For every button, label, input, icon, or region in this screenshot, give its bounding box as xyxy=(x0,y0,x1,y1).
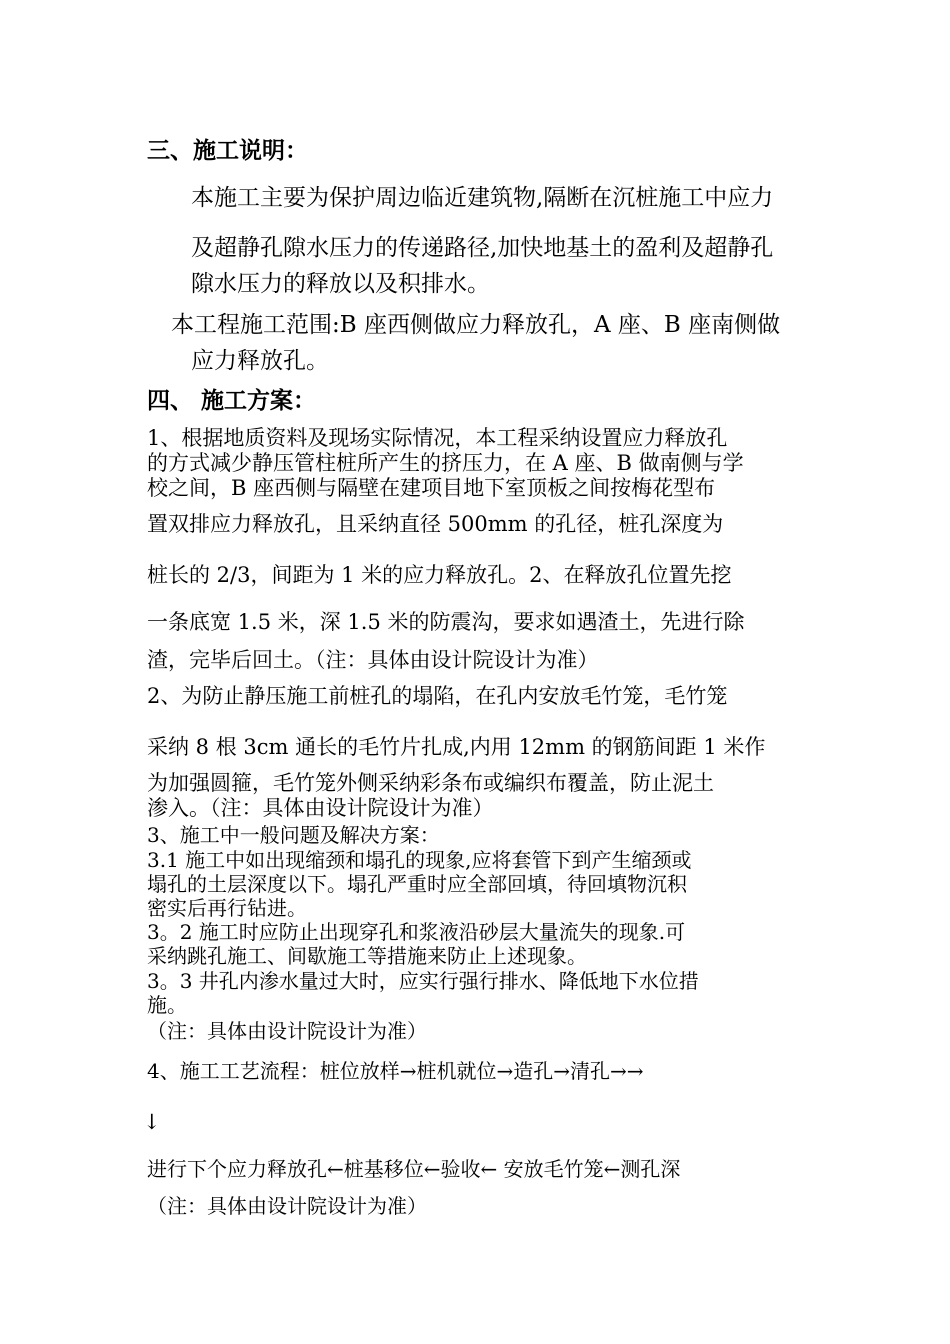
section-4-line: 的方式减少静压管柱桩所产生的挤压力，在 A 座、B 做南侧与学 xyxy=(147,451,744,475)
section-4-line: 1、根据地质资料及现场实际情况，本工程采纳设置应力释放孔 xyxy=(147,426,728,450)
section-4-line: 为加强圆箍，毛竹笼外侧采纳彩条布或编织布覆盖，防止泥土 xyxy=(147,771,714,795)
section-4-line: 密实后再行钻进。 xyxy=(147,896,307,920)
section-4-line: 渣，完毕后回土。（注：具体由设计院设计为准） xyxy=(147,648,599,672)
section-3-line: 隙水压力的释放以及积排水。 xyxy=(191,271,490,297)
section-4-line: （注：具体由设计院设计为准） xyxy=(147,1194,427,1218)
section-4-line: 采纳跳孔施工、间歇施工等措施来防止上述现象。 xyxy=(147,944,587,968)
section-4-line: 校之间，B 座西侧与隔壁在建项目地下室顶板之间按梅花型布 xyxy=(147,476,716,500)
section-4-line: 置双排应力释放孔，且采纳直径 500mm 的孔径，桩孔深度为 xyxy=(147,512,724,536)
section-3-line: 及超静孔隙水压力的传递路径,加快地基土的盈利及超静孔 xyxy=(191,235,774,261)
section-4-line: 3、施工中一般问题及解决方案： xyxy=(147,823,440,847)
section-4-line: 一条底宽 1.5 米，深 1.5 米的防震沟，要求如遇渣土，先进行除 xyxy=(147,610,745,634)
section-4-line: 3。3 井孔内渗水量过大时，应实行强行排水、降低地下水位措 xyxy=(147,969,699,993)
section-4-line: 2、为防止静压施工前桩孔的塌陷，在孔内安放毛竹笼，毛竹笼 xyxy=(147,684,728,708)
section-4-line: 施。 xyxy=(147,993,187,1017)
section-4-line: 3。2 施工时应防止出现穿孔和浆液沿砂层大量流失的现象.可 xyxy=(147,920,686,944)
section-3-heading: 三、施工说明： xyxy=(147,137,308,164)
section-4-line: 采纳 8 根 3cm 通长的毛竹片扎成,内用 12mm 的钢筋间距 1 米作 xyxy=(147,735,766,759)
section-4-line: 渗入。（注：具体由设计院设计为准） xyxy=(147,796,494,820)
section-3-line: 本施工主要为保护周边临近建筑物,隔断在沉桩施工中应力 xyxy=(191,185,774,211)
section-4-line: 4、施工工艺流程：桩位放样→桩机就位→造孔→清孔→→ xyxy=(147,1059,644,1083)
section-4-line: （注：具体由设计院设计为准） xyxy=(147,1019,427,1043)
section-4-line: 进行下个应力释放孔←桩基移位←验收← 安放毛竹笼←测孔深 xyxy=(147,1157,681,1181)
section-4-line: 3.1 施工中如出现缩颈和塌孔的现象,应将套管下到产生缩颈或 xyxy=(147,848,692,872)
flow-down-arrow: ↓ xyxy=(143,1110,161,1134)
section-4-heading: 四、 施工方案： xyxy=(147,387,317,414)
section-4-line: 桩长的 2/3，间距为 1 米的应力释放孔。2、在释放孔位置先挖 xyxy=(147,563,732,587)
section-3-line: 本工程施工范围:B 座西侧做应力释放孔，A 座、B 座南侧做 xyxy=(171,312,781,338)
section-3-line: 应力释放孔。 xyxy=(191,348,329,374)
section-4-line: 塌孔的土层深度以下。塌孔严重时应全部回填，待回填物沉积 xyxy=(147,872,687,896)
